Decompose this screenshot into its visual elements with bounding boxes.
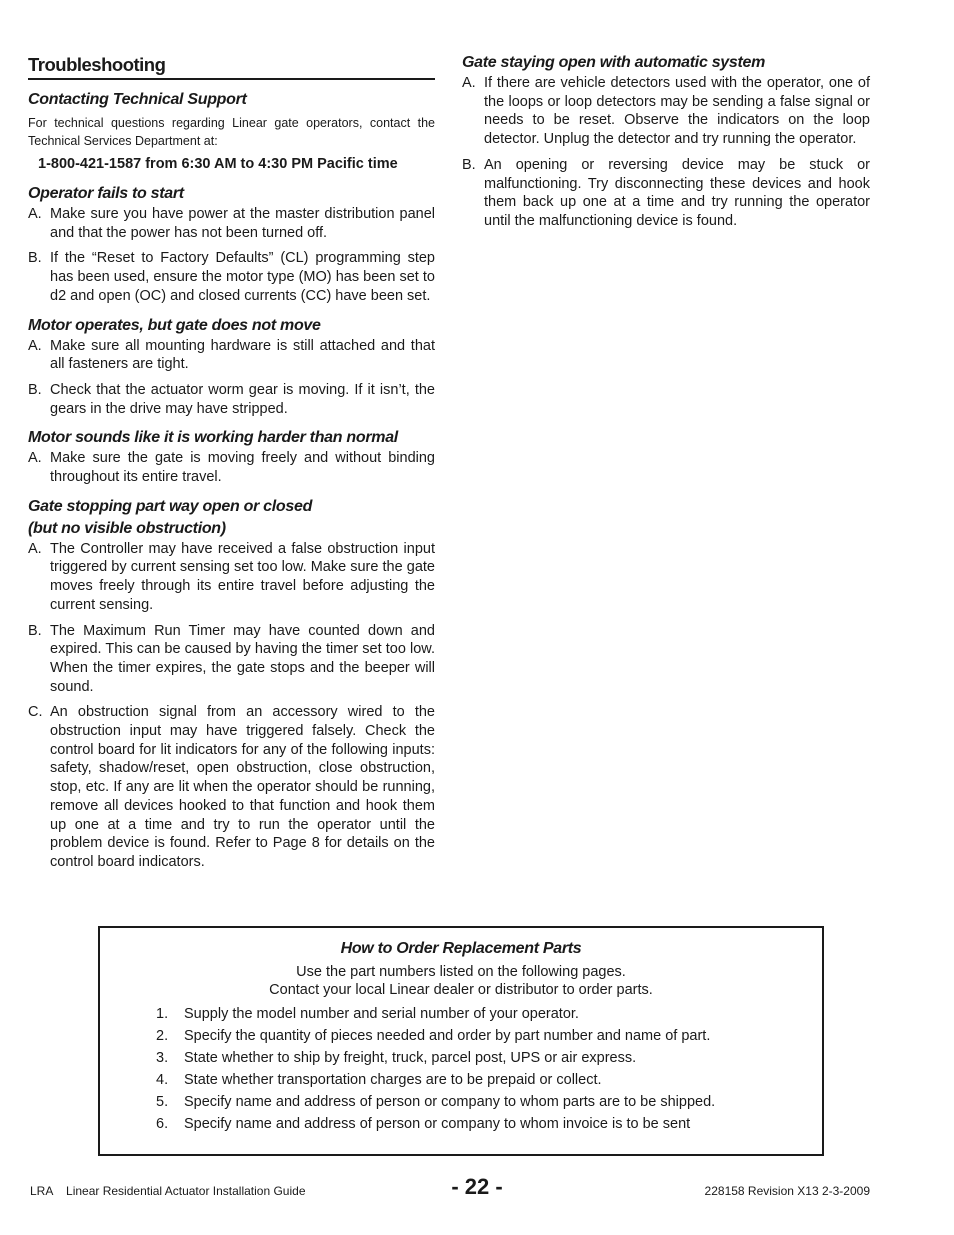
step-text: Specify name and address of person or company to whom parts are to be shipped.	[184, 1094, 716, 1110]
step-number: 1.	[156, 1006, 169, 1022]
step-number: 6.	[156, 1116, 169, 1132]
heading-line-1: Gate stopping part way open or closed	[28, 497, 313, 515]
list-item	[28, 540, 435, 615]
list-item	[462, 74, 870, 149]
list-item	[28, 381, 435, 418]
order-step	[156, 1091, 802, 1113]
step-number: 2.	[156, 1028, 169, 1044]
item-letter: B.	[28, 622, 42, 639]
item-letter: B.	[28, 381, 42, 398]
order-step	[156, 1047, 802, 1069]
item-text: Make sure you have power at the master distribution panel and that the power has not been turned off.	[50, 206, 435, 241]
item-letter: B.	[462, 156, 476, 173]
section-heading-motor-working-harder: Motor sounds like it is working harder than normal	[28, 429, 398, 447]
item-text: The Maximum Run Timer may have counted down and expired. This can be caused by having the timer set too low. When the timer expires, the gate stops and the beeper will sound.	[50, 622, 435, 695]
support-intro: For technical questions regarding Linear gate operators, contact the Technical Services Department at:	[28, 116, 435, 148]
section-heading-gate-staying-open: Gate staying open with automatic system	[462, 54, 766, 71]
footer-guide-name: LRA Linear Residential Actuator Installation Guide	[30, 1184, 306, 1198]
order-steps-list	[156, 1003, 802, 1135]
item-text: Make sure all mounting hardware is still attached and that all fasteners are tight.	[50, 337, 435, 373]
support-phone: 1-800-421-1587 from 6:30 AM to 4:30 PM Pacific time	[38, 156, 398, 172]
order-step	[156, 1003, 802, 1025]
section-heading-fails-to-start: Operator fails to start	[28, 185, 184, 202]
item-text: An obstruction signal from an accessory wired to the obstruction input may have triggered falsely. Check the control board for lit indicators for any of the following inputs: safety, shadow/reset, open obstruction, close obstruction, stop, etc. If any are lit when the operator should be running, remove all devices hooked to that function and hook them up one at a time and try to run the operator until the problem device is found. Refer to Page 8 for details on the control board indicators.	[50, 704, 435, 870]
step-number: 5.	[156, 1094, 169, 1110]
order-box-line-1: Use the part numbers listed on the following pages.	[296, 964, 626, 980]
step-text: Specify the quantity of pieces needed and order by part number and name of part.	[184, 1028, 711, 1044]
item-text: The Controller may have received a false obstruction input triggered by current sensing set too low. Make sure the gate moves freely through its entire travel before adjusting the current sensing.	[50, 540, 435, 613]
item-letter: A.	[28, 206, 42, 222]
heading-line-2: (but no visible obstruction)	[28, 519, 226, 537]
item-letter: B.	[28, 250, 42, 267]
item-letter: C.	[28, 704, 43, 721]
step-text: Specify name and address of person or company to whom invoice is to be sent	[184, 1116, 691, 1132]
item-letter: A.	[462, 75, 476, 91]
item-letter: A.	[28, 450, 42, 467]
step-text: Supply the model number and serial number of your operator.	[184, 1006, 579, 1022]
item-letter: A.	[28, 540, 42, 557]
list-item	[28, 449, 435, 486]
list-item	[28, 622, 435, 697]
page-title: Troubleshooting	[28, 54, 435, 80]
list-item	[28, 703, 435, 871]
order-step	[156, 1069, 802, 1091]
left-column	[28, 54, 435, 872]
list-item	[28, 337, 435, 374]
item-text: An opening or reversing device may be stuck or malfunctioning. Try disconnecting these devices and hook them back up one at a time and try running the operator until the malfunctioning device is found.	[484, 156, 870, 229]
list-item	[28, 249, 435, 305]
page-number: - 22 -	[451, 1174, 503, 1199]
list-item	[28, 205, 435, 242]
order-box-line-2: Contact your local Linear dealer or distributor to order parts.	[269, 982, 653, 998]
item-letter: A.	[28, 337, 42, 354]
item-text: Make sure the gate is moving freely and without binding throughout its entire travel.	[50, 450, 435, 486]
order-step	[156, 1025, 802, 1047]
item-text: If there are vehicle detectors used with the operator, one of the loops or loop detectors may be sending a false signal or needs to be reset. Observe the indicators on the loop detector. Unplug the detector and try running the operator.	[484, 75, 870, 148]
section-heading-support: Contacting Technical Support	[28, 91, 247, 108]
section-heading-gate-stopping	[28, 496, 435, 540]
item-text: If the “Reset to Factory Defaults” (CL) programming step has been used, ensure the motor type (MO) has been set to d2 and open (OC) and closed currents (CC) have been set.	[50, 250, 435, 304]
section-heading-gate-does-not-move: Motor operates, but gate does not move	[28, 316, 321, 334]
footer-revision: 228158 Revision X13 2-3-2009	[704, 1184, 870, 1198]
order-box-title: How to Order Replacement Parts	[340, 940, 582, 957]
step-number: 4.	[156, 1072, 169, 1088]
order-step	[156, 1113, 802, 1135]
step-text: State whether to ship by freight, truck, parcel post, UPS or air express.	[184, 1050, 637, 1066]
right-column	[462, 52, 870, 231]
step-text: State whether transportation charges are to be prepaid or collect.	[184, 1072, 602, 1088]
order-parts-box	[98, 926, 824, 1156]
item-text: Check that the actuator worm gear is moving. If it isn’t, the gears in the drive may have stripped.	[50, 381, 435, 417]
list-item	[462, 156, 870, 231]
step-number: 3.	[156, 1050, 169, 1066]
